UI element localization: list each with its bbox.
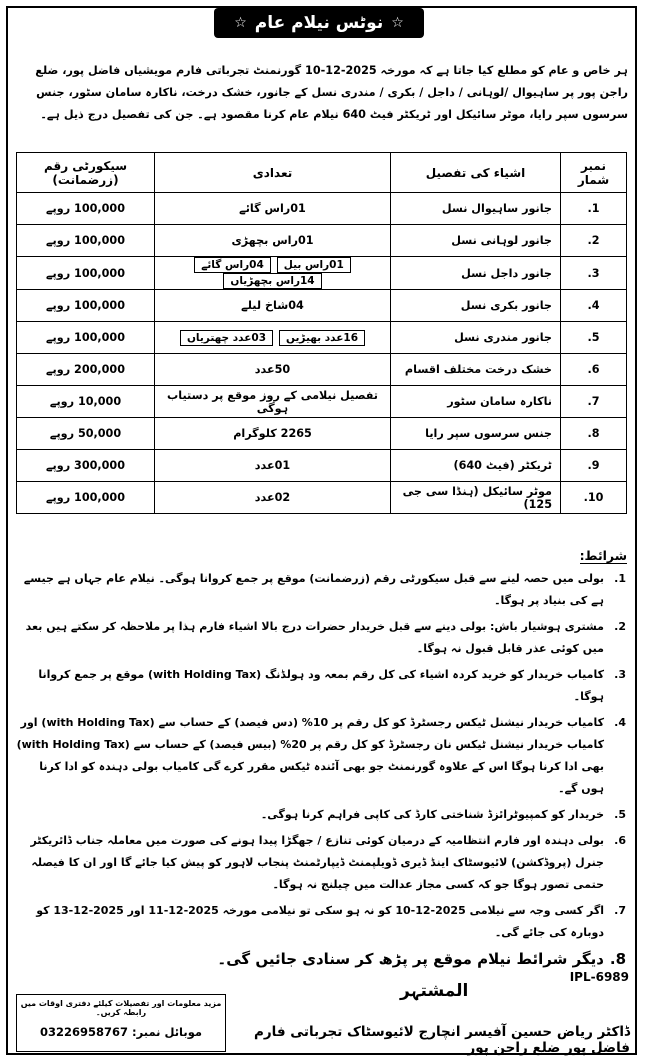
row-item: جانور لوہانی نسل [391,225,561,257]
header-security: سیکورٹی رقم (زرضمانت) [17,153,155,193]
table-row [17,322,627,354]
row-quantity [155,257,391,290]
condition-number: 8. [609,950,626,968]
row-security: 300,000 روپے [17,450,155,482]
condition-number: 3. [614,668,626,681]
row-quantity [155,225,391,257]
quantity-entry: 01راس بیل [277,257,351,273]
row-quantity [155,418,391,450]
header-quantity: تعدادی [155,153,391,193]
header-serial: نمبر شمار [561,153,627,193]
condition-number: 4. [614,716,626,729]
row-serial: 7. [561,386,627,418]
table-row [17,225,627,257]
table-body [17,193,627,514]
condition-text: کامیاب خریدار نیشنل ٹیکس رجسٹرڈ کو کل رقم پر 10% (دس فیصد) کے حساب سے (with Holding Tax) اور کامیاب خریدار نیشنل ٹیکس نان رجسٹرڈ کو کل رقم پر 20% (بیس فیصد) کے حساب سے (with Holding Tax) بھی ادا کرنا ہوگا اس کے علاوہ گورنمنٹ جو بھی آئندہ ٹیکس مقرر کرے گی کامیاب بولی دہندہ کو ادا کرنا ہوں گے۔ [16,716,604,795]
condition-item [14,830,626,896]
row-security: 100,000 روپے [17,257,155,290]
quantity-entry: 50عدد [254,363,291,376]
quantity-entry: تفصیل نیلامی کے روز موقع پر دستیاب ہوگی [167,388,378,415]
star-icon: ☆ [391,15,404,31]
row-item: جانور ساہیوال نسل [391,193,561,225]
row-quantity [155,450,391,482]
quantity-entry: 01راس بچھڑی [231,234,314,247]
auction-items-table [16,152,627,514]
condition-text: دیگر شرائط نیلام موقع پر پڑھ کر سنادی جائیں گی۔ [217,950,604,968]
table-row [17,193,627,225]
condition-item [14,712,626,800]
intro-paragraph: ہر خاص و عام کو مطلع کیا جاتا ہے کہ مورخہ 2025-12-10 گورنمنٹ تجرباتی فارم مویشیاں فاضل پور، ضلع راجن پور پر ساہیوال /لوہانی / داجل / بکری / مندری نسل کے جانور، خشک درخت، ناکارہ سامان سٹور، جنس سرسوں سپر رایا، موٹر سائیکل اور ٹریکٹر فیٹ 640 نیلام عام کرنا مقصود ہے۔ جن کی تفصیل درج ذیل ہے۔ [35,64,628,121]
table-row [17,290,627,322]
row-item: جانور مندری نسل [391,322,561,354]
row-item: جانور داجل نسل [391,257,561,290]
condition-text: بولی دہندہ اور فارم انتظامیہ کے درمیان کوئی تنازع / جھگڑا پیدا ہونے کی صورت میں معاملہ جناب ڈائریکٹر جنرل (پروڈکشن) لائیوسٹاک اینڈ ڈیری ڈویلپمنٹ ڈیپارٹمنٹ پنجاب لاہور کو پیش کیا جائے گا اور ان کا فیصلہ حتمی تصور ہوگا جو کہ کسی مجاز عدالت میں چیلنج نہ ہوگا۔ [30,834,604,891]
notice-title [214,8,424,38]
row-item: جنس سرسوں سپر رایا [391,418,561,450]
row-security: 10,000 روپے [17,386,155,418]
notice-title-text: نوٹس نیلام عام [254,13,384,33]
row-quantity [155,290,391,322]
conditions-heading: شرائط: [579,548,627,563]
row-serial: 3. [561,257,627,290]
row-quantity [155,322,391,354]
condition-text: بولی میں حصہ لینے سے قبل سیکورٹی رقم (زرضمانت) موقع پر جمع کروانا ہوگی۔ نیلام عام جہاں ہے جیسے ہے کی بنیاد پر ہوگا۔ [23,572,604,607]
row-security: 200,000 روپے [17,354,155,386]
row-serial: 2. [561,225,627,257]
row-quantity [155,193,391,225]
row-item: جانور بکری نسل [391,290,561,322]
table-row [17,482,627,514]
quantity-entry: 02عدد [254,491,291,504]
ipl-number: IPL-6989 [569,970,629,984]
row-security: 100,000 روپے [17,290,155,322]
table-row [17,450,627,482]
condition-item [14,900,626,944]
table-row [17,354,627,386]
condition-text: مشتری ہوشیار باش: بولی دینے سے قبل خریدار حضرات درج بالا اشیاء فارم ہذا پر ملاحظہ کر سکتے ہیں بعد میں کوئی عذر قابل قبول نہ ہوگا۔ [25,620,604,655]
contact-box [16,994,226,1052]
quantity-entry: 01راس گائے [239,202,306,215]
table-row [17,257,627,290]
quantity-entry: 16عدد بھیڑیں [279,330,365,346]
row-security: 100,000 روپے [17,193,155,225]
star-icon: ☆ [234,15,247,31]
row-serial: 4. [561,290,627,322]
row-quantity [155,482,391,514]
row-serial: 6. [561,354,627,386]
row-serial: 5. [561,322,627,354]
condition-item [14,568,626,612]
table-header-row [17,153,627,193]
row-security: 50,000 روپے [17,418,155,450]
condition-text: کامیاب خریدار کو خرید کردہ اشیاء کی کل رقم بمعہ ود ہولڈنگ (with Holding Tax) موقع پر جمع کروانا ہوگا۔ [38,668,604,703]
row-serial: 1. [561,193,627,225]
condition-text: اگر کسی وجہ سے نیلامی 2025-12-10 کو نہ ہو سکی تو نیلامی مورخہ 2025-12-11 اور 2025-12-13 کو دوبارہ کی جائے گی۔ [36,904,604,939]
condition-number: 5. [614,808,626,821]
contact-note: مزید معلومات اور تفصیلات کیلئے دفتری اوقات میں رابطہ کریں۔ [20,999,222,1017]
quantity-entry: 03عدد چھتریاں [180,330,273,346]
condition-number: 1. [614,572,626,585]
condition-item [14,664,626,708]
row-serial: 10. [561,482,627,514]
quantity-entry: 14راس بچھڑیاں [223,273,321,289]
condition-item [14,616,626,660]
row-security: 100,000 روپے [17,225,155,257]
contact-phone: 03226958767 [39,1025,128,1039]
contact-label: موبائل نمبر: [132,1025,203,1039]
quantity-entry: 04راس گائے [194,257,271,273]
condition-text: خریدار کو کمپیوٹرائزڈ شناختی کارڈ کی کاپی فراہم کرنا ہوگی۔ [260,808,604,821]
row-quantity [155,386,391,418]
quantity-entry: 2265 کلوگرام [233,427,312,440]
condition-number: 7. [614,904,626,917]
condition-number: 2. [614,620,626,633]
condition-number: 6. [614,834,626,847]
condition-item [14,804,626,826]
quantity-entry: 01عدد [254,459,291,472]
contact-phone-line [17,1025,225,1039]
row-serial: 8. [561,418,627,450]
row-item: ٹریکٹر (فیٹ 640) [391,450,561,482]
row-item: خشک درخت مختلف اقسام [391,354,561,386]
advertiser-label: المشتہر [400,981,469,1001]
row-security: 100,000 روپے [17,482,155,514]
header-item: اشیاء کی تفصیل [391,153,561,193]
quantity-entry: 04شاخ لیلے [241,299,304,312]
row-quantity [155,354,391,386]
row-item: موٹر سائیکل (ہنڈا سی جی 125) [391,482,561,514]
table-row [17,418,627,450]
conditions-list [14,568,626,974]
row-item: ناکارہ سامان سٹور [391,386,561,418]
signature: ڈاکٹر ریاض حسین آفیسر انچارج لائیوسٹاک تجرباتی فارم فاضل پور ضلع راجن پور [253,1024,630,1056]
row-serial: 9. [561,450,627,482]
row-security: 100,000 روپے [17,322,155,354]
table-row [17,386,627,418]
condition-item [14,948,626,970]
